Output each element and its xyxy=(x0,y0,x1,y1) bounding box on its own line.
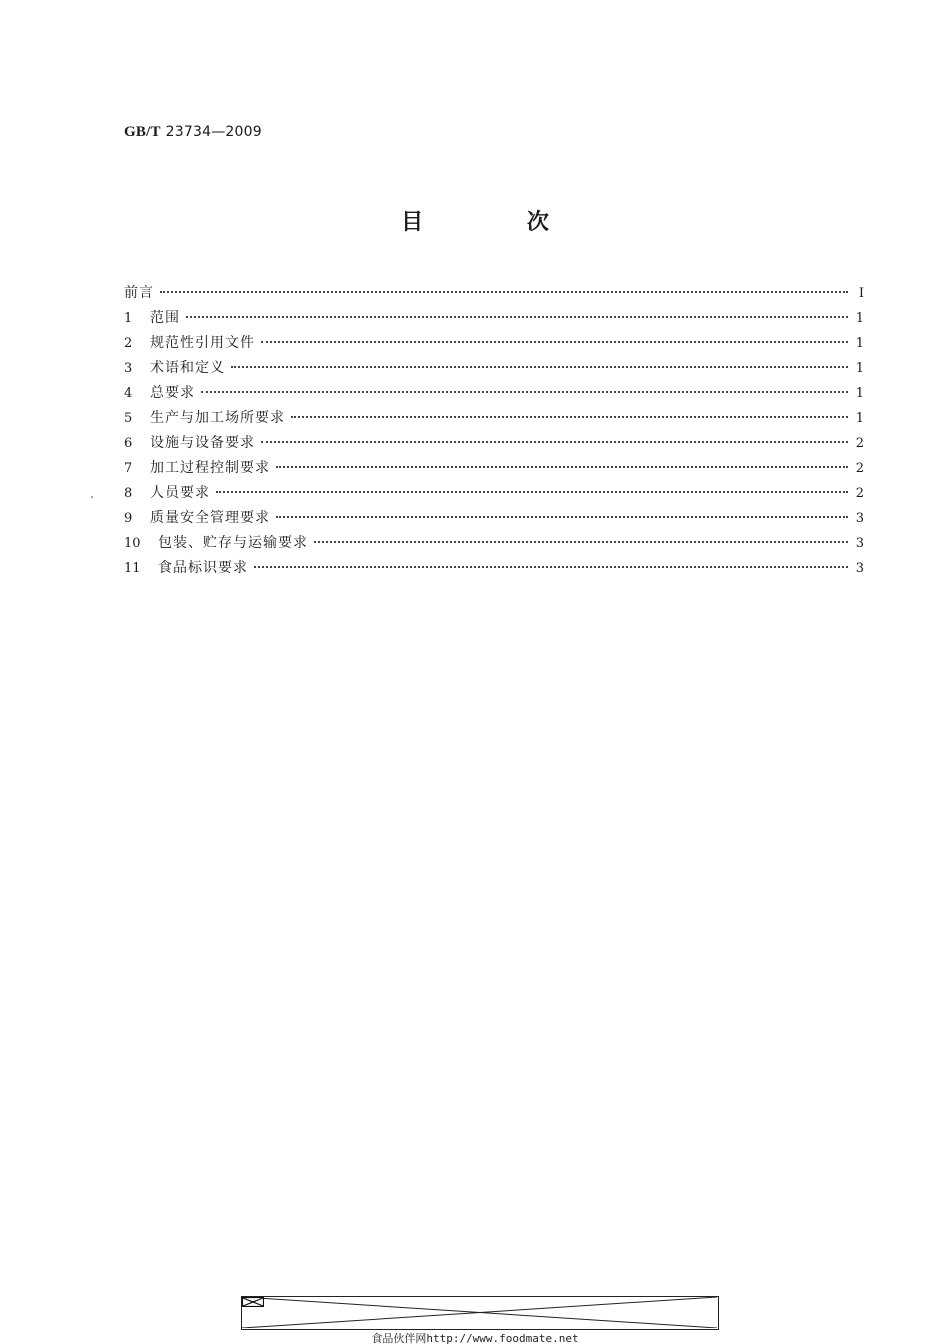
toc-entry-number: 10 xyxy=(124,536,141,551)
toc-entry-number: 2 xyxy=(124,336,133,351)
toc-entry-number: 11 xyxy=(124,561,141,576)
dot-leader xyxy=(254,566,848,568)
toc-entry-page: 1 xyxy=(855,411,864,426)
toc-entry-page: 1 xyxy=(855,311,864,326)
table-of-contents xyxy=(124,282,864,582)
dot-leader xyxy=(216,491,848,493)
dot-leader xyxy=(186,316,848,318)
standard-number: 23734—2009 xyxy=(165,124,262,140)
toc-entry-label: 设施与设备要求 xyxy=(150,435,255,451)
toc-entry-11[interactable] xyxy=(124,557,864,582)
dot-leader xyxy=(160,291,848,293)
footer-crossed-box xyxy=(241,1296,719,1330)
toc-entry-page: 2 xyxy=(855,461,864,476)
toc-title: 目 次 xyxy=(401,210,597,235)
dot-leader xyxy=(201,391,848,393)
toc-entry-number: 9 xyxy=(124,511,133,526)
toc-entry-page: 1 xyxy=(855,336,864,351)
dot-leader xyxy=(276,466,848,468)
toc-entry-10[interactable] xyxy=(124,532,864,557)
dot-leader xyxy=(231,366,848,368)
toc-entry-foreword[interactable] xyxy=(124,282,864,307)
toc-entry-label: 前言 xyxy=(124,285,154,301)
toc-entry-9[interactable] xyxy=(124,507,864,532)
dot-leader xyxy=(276,516,848,518)
toc-entry-page: 2 xyxy=(855,486,864,501)
box-cross-lines xyxy=(242,1297,717,1328)
toc-entry-page: 1 xyxy=(855,361,864,376)
toc-entry-page: Ⅰ xyxy=(858,286,864,301)
toc-entry-2[interactable] xyxy=(124,332,864,357)
toc-entry-label: 生产与加工场所要求 xyxy=(150,410,285,426)
toc-entry-number: 7 xyxy=(124,461,133,476)
toc-entry-label: 加工过程控制要求 xyxy=(150,460,270,476)
margin-mark xyxy=(91,496,93,498)
toc-entry-7[interactable] xyxy=(124,457,864,482)
footer-watermark-link[interactable]: 食品伙伴网http://www.foodmate.net xyxy=(371,1332,579,1344)
toc-entry-5[interactable] xyxy=(124,407,864,432)
toc-entry-label: 人员要求 xyxy=(150,485,210,501)
toc-entry-label: 规范性引用文件 xyxy=(150,335,255,351)
toc-entry-3[interactable] xyxy=(124,357,864,382)
toc-entry-page: 3 xyxy=(855,561,864,576)
toc-entry-number: 5 xyxy=(124,411,133,426)
toc-entry-label: 食品标识要求 xyxy=(158,560,248,576)
toc-entry-6[interactable] xyxy=(124,432,864,457)
dot-leader xyxy=(261,341,848,343)
toc-entry-4[interactable] xyxy=(124,382,864,407)
standard-prefix: GB/T xyxy=(124,124,161,140)
dot-leader xyxy=(291,416,848,418)
standard-code xyxy=(124,122,262,141)
toc-entry-number: 4 xyxy=(124,386,133,401)
toc-entry-number: 3 xyxy=(124,361,133,376)
toc-entry-page: 2 xyxy=(855,436,864,451)
toc-entry-page: 3 xyxy=(855,536,864,551)
crossed-box-icon xyxy=(242,1297,264,1307)
toc-entry-label: 包装、贮存与运输要求 xyxy=(158,535,308,551)
toc-entry-1[interactable] xyxy=(124,307,864,332)
toc-entry-label: 质量安全管理要求 xyxy=(150,510,270,526)
toc-entry-page: 1 xyxy=(855,386,864,401)
toc-entry-number: 6 xyxy=(124,436,133,451)
dot-leader xyxy=(314,541,848,543)
toc-entry-label: 术语和定义 xyxy=(150,360,225,376)
dot-leader xyxy=(261,441,848,443)
toc-entry-label: 总要求 xyxy=(150,385,195,401)
toc-entry-number: 1 xyxy=(124,311,133,326)
toc-entry-number: 8 xyxy=(124,486,133,501)
toc-entry-page: 3 xyxy=(855,511,864,526)
toc-entry-8[interactable] xyxy=(124,482,864,507)
toc-entry-label: 范围 xyxy=(150,310,180,326)
